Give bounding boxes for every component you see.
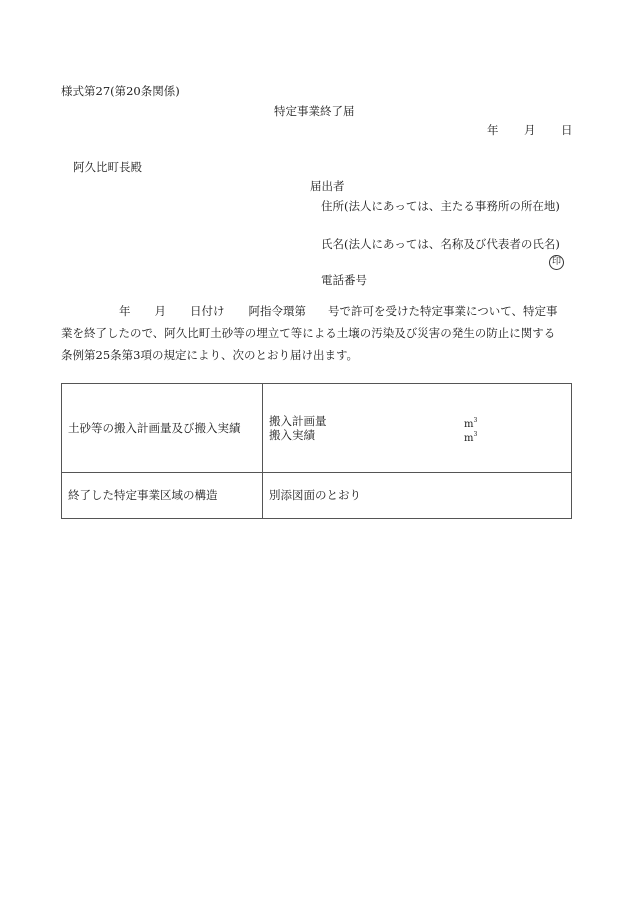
permit-year: 年 — [119, 304, 131, 318]
soil-volume-label: 土砂等の搬入計画量及び搬入実績 — [62, 384, 263, 473]
form-number: 様式第27(第20条関係) — [61, 84, 180, 98]
permit-month: 月 — [154, 304, 166, 318]
site-structure-label: 終了した特定事業区域の構造 — [62, 472, 263, 518]
table-row — [62, 472, 572, 518]
seal-icon: 印 — [549, 255, 564, 270]
unit-text: m — [464, 432, 474, 444]
table-row — [62, 384, 572, 473]
site-structure-value: 別添図面のとおり — [263, 472, 572, 518]
addressee: 阿久比町長殿 — [73, 160, 142, 174]
submission-date — [487, 123, 573, 137]
permit-prefix: 阿指令環第 — [248, 304, 306, 318]
applicant-label: 届出者 — [310, 179, 345, 193]
soil-volume-cell — [263, 384, 572, 473]
paragraph-line-3: 条例第25条第3項の規定により、次のとおり届け出ます。 — [61, 348, 359, 362]
address-field-label: 住所(法人にあっては、主たる事務所の所在地) — [321, 199, 560, 213]
date-day: 日 — [561, 123, 573, 137]
date-month: 月 — [524, 123, 536, 137]
unit-text: m — [464, 418, 474, 430]
document-title: 特定事業終了届 — [274, 104, 355, 118]
phone-field-label: 電話番号 — [321, 273, 367, 287]
actual-volume-unit — [464, 428, 477, 446]
permit-dated: 日付け — [190, 304, 225, 318]
actual-volume-label: 搬入実績 — [269, 427, 315, 442]
actual-volume-row — [269, 428, 565, 442]
date-year: 年 — [487, 123, 499, 137]
unit-exponent: 3 — [473, 416, 478, 424]
permit-rest: 号で許可を受けた特定事業について、特定事 — [328, 304, 558, 318]
unit-exponent: 3 — [473, 430, 478, 438]
planned-volume-row — [269, 414, 565, 428]
paragraph-line-1 — [61, 304, 558, 318]
details-table — [61, 383, 572, 519]
planned-volume-label: 搬入計画量 — [269, 413, 327, 428]
name-field-label: 氏名(法人にあっては、名称及び代表者の氏名) — [321, 237, 560, 251]
paragraph-line-2: 業を終了したので、阿久比町土砂等の埋立て等による土壌の汚染及び災害の発生の防止に関する — [61, 326, 556, 340]
